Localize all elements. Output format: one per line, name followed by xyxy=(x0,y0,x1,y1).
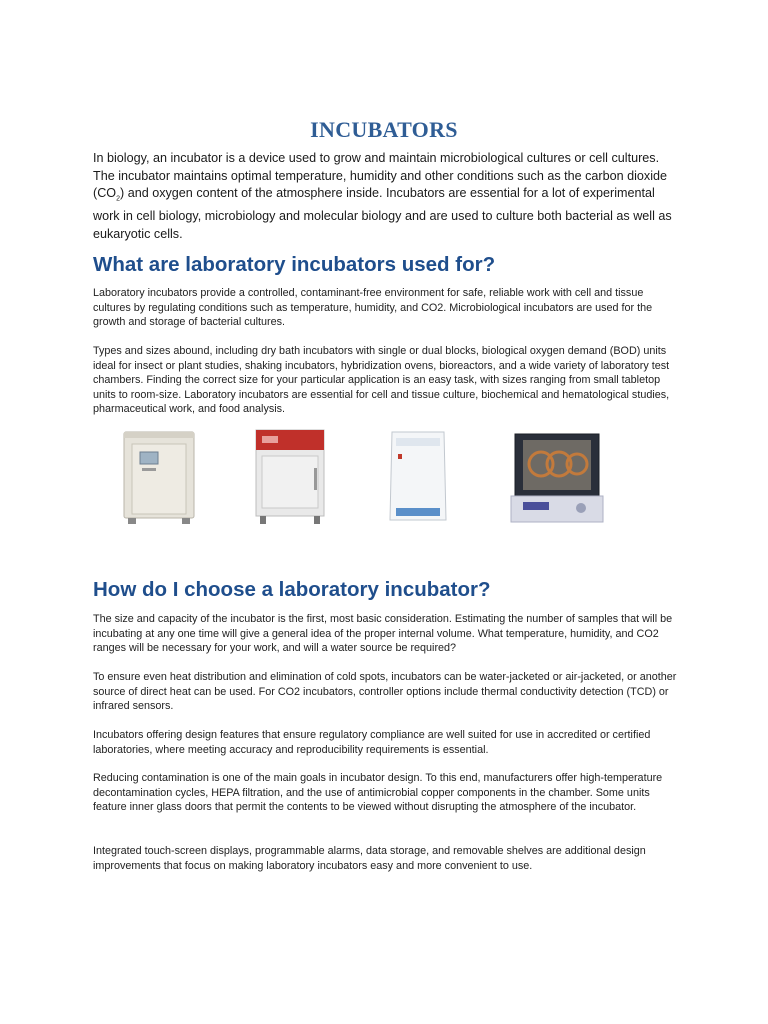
section1-paragraph-1: Laboratory incubators provide a controlled, contaminant-free environment for safe, reliable work with cell and tissue cultures by regulating conditions such as temperature, humidity, and CO2. Microbiological incubators are used for the growth and storage of bacterial cultures. xyxy=(93,287,653,328)
intro-paragraph: In biology, an incubator is a device used to grow and maintain microbiological cultures or cell cultures. The incubator maintains optimal temperature, humidity and other conditions such as the carbon dioxide $(CO_2)$ and oxygen content of the atmosphere inside. Incubators are essential for a lot of experimental work in cell biology, microbiology and molecular biology and are used to culture both bacterial as well as eukaryotic cells. xyxy=(93,151,672,241)
section2-paragraph-5: Integrated touch-screen displays, programmable alarms, data storage, and removable shelves are additional design improvements that focus on making laboratory incubators easy and more convenient to use. xyxy=(93,845,646,872)
section2-paragraph-2: To ensure even heat distribution and elimination of cold spots, incubators can be water-jacketed or air-jacketed, or another source of direct heat can be used. For CO2 incubators, controller options include thermal conductivity detection (TCD) or infrared sensors. xyxy=(93,671,677,712)
shaking-incubator-icon xyxy=(507,430,607,526)
white-incubator-icon xyxy=(384,428,454,526)
incubator-image-row xyxy=(112,426,632,530)
section1-heading: What are laboratory incubators used for? xyxy=(93,253,496,276)
section2-paragraph-3: Incubators offering design features that ensure regulatory compliance are well suited for use in accredited or certified laboratories, where meeting accuracy and reproducibility requirements is essential. xyxy=(93,729,651,756)
section2-heading: How do I choose a laboratory incubator? xyxy=(93,578,491,601)
page-title: INCUBATORS xyxy=(310,117,458,142)
section2-paragraph-1: The size and capacity of the incubator is the first, most basic consideration. Estimating the number of samples that will be incubating at any one time will give a general idea of the proper internal volume. What temperature, humidity, and CO2 ranges will be necessary for your work, and will a water source be required? xyxy=(93,613,673,654)
co2-incubator-icon xyxy=(120,430,198,526)
red-panel-incubator-icon xyxy=(252,428,328,526)
section1-paragraph-2: Types and sizes abound, including dry bath incubators with single or dual blocks, biological oxygen demand (BOD) units ideal for insect or plant studies, shaking incubators, hybridization ovens, bioreactors, and a wide variety of laboratory test chambers. Finding the correct size for your particular application is an easy task, with sizes ranging from small tabletop units to room-size. Laboratory incubators are essential for cell and tissue culture, biochemical and hematological studies, pharmaceutical work, and food analysis. xyxy=(93,345,670,415)
section2-paragraph-4: Reducing contamination is one of the main goals in incubator design. To this end, manufacturers offer high-temperature decontamination cycles, HEPA filtration, and the use of antimicrobial copper components in the chamber. Some units feature inner glass doors that permit the contents to be viewed without disrupting the atmosphere of the incubator. xyxy=(93,772,663,813)
